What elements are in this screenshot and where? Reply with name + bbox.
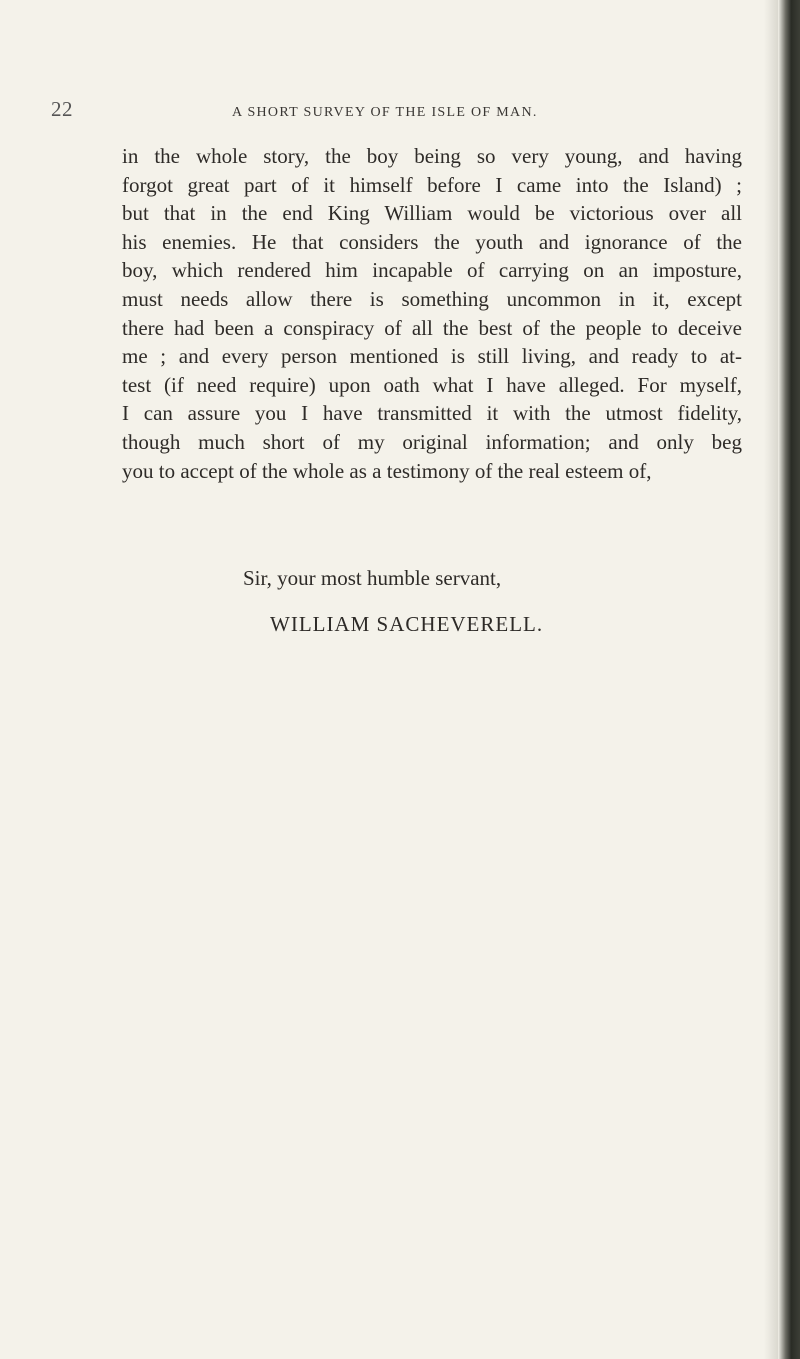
text-line: test (if need require) upon oath what I have alleged. For myself,	[122, 372, 742, 397]
running-head: A SHORT SURVEY OF THE ISLE OF MAN.	[232, 105, 538, 120]
closing-salutation: Sir, your most humble servant,	[243, 566, 502, 590]
text-line: boy, which rendered him incapable of carrying on an imposture,	[122, 258, 742, 283]
signature: WILLIAM SACHEVERELL.	[270, 612, 544, 636]
text-line: must needs allow there is something uncommon in it, except	[122, 286, 742, 311]
page-number: 22	[51, 97, 73, 121]
text-line: but that in the end King William would be victorious over all	[122, 201, 742, 226]
book-binding-edge	[778, 0, 800, 1359]
text-line: I can assure you I have transmitted it with the utmost fidelity,	[122, 401, 742, 426]
text-line: me ; and every person mentioned is still living, and ready to at-	[122, 344, 742, 369]
text-line: there had been a conspiracy of all the best of the people to deceive	[122, 315, 742, 340]
text-line: forgot great part of it himself before I came into the Island) ;	[122, 172, 742, 197]
body-paragraph	[122, 142, 742, 485]
text-line: in the whole story, the boy being so very young, and having	[122, 144, 742, 168]
text-line: his enemies. He that considers the youth and ignorance of the	[122, 229, 742, 254]
binding-shadow	[764, 0, 778, 1359]
text-line: you to accept of the whole as a testimony of the real esteem of,	[122, 458, 652, 483]
text-line: though much short of my original information; and only beg	[122, 429, 742, 454]
